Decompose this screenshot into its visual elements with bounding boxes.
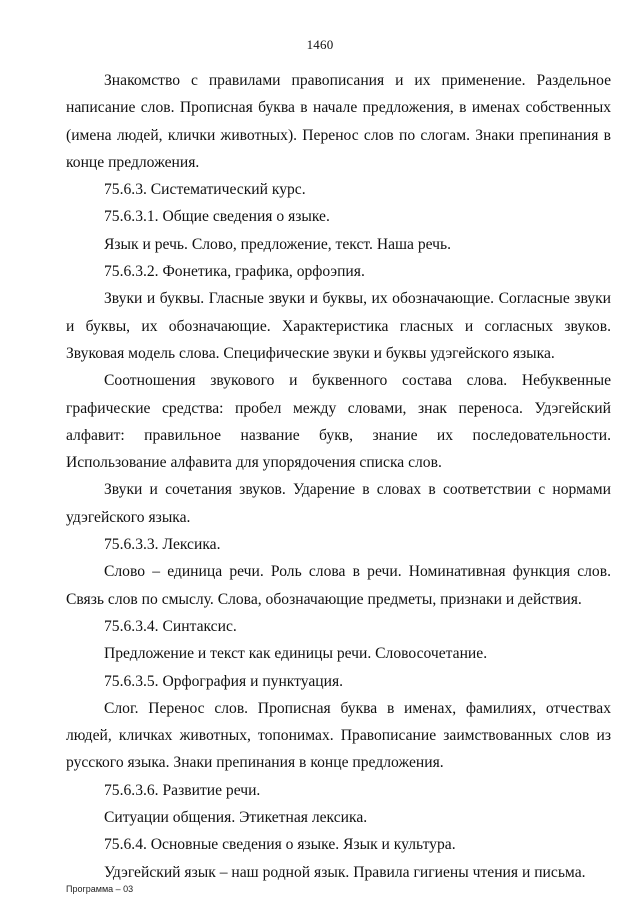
section-heading-speech-development: 75.6.3.6. Развитие речи. [104, 781, 261, 799]
paragraph-syllable: Слог. Перенос слов. Прописная буква в именах, фамилиях, отчествах людей, кличках животных, топонимах. Правописание заимствованных слов из русского языка. Знаки препинания в конце предложения. [66, 699, 611, 772]
paragraph-spelling-intro: Знакомство с правилами правописания и их применение. Раздельное написание слов. Прописная буква в начале предложения, в именах собственных (имена людей, клички животных). Перенос слов по слогам. Знаки препинания в конце предложения. [66, 72, 611, 171]
paragraph-word: Слово – единица речи. Роль слова в речи. Номинативная функция слов. Связь слов по смыслу. Слова, обозначающие предметы, признаки и действия. [66, 563, 611, 608]
paragraph-stress: Звуки и сочетания звуков. Ударение в словах в соответствии с нормами удэгейского языка. [66, 481, 611, 526]
document-body [66, 67, 611, 886]
paragraph-language-speech: Язык и речь. Слово, предложение, текст. Наша речь. [104, 235, 452, 253]
page-footer: Программа – 03 [66, 884, 134, 894]
paragraph-native-language: Удэгейский язык – наш родной язык. Правила гигиены чтения и письма. [104, 863, 586, 881]
section-heading-language-culture: 75.6.4. Основные сведения о языке. Язык и культура. [104, 836, 456, 854]
paragraph-sounds-letters: Звуки и буквы. Гласные звуки и буквы, их обозначающие. Согласные звуки и буквы, их обозначающие. Характеристика гласных и согласных звуков. Звуковая модель слова. Специфические звуки и буквы удэгейского языка. [66, 290, 611, 362]
paragraph-alphabet: Соотношения звукового и буквенного состава слова. Небуквенные графические средства: пробел между словами, знак переноса. Удэгейский алфавит: правильное название букв, знание их последовательности. Использование алфавита для упорядочения списка слов. [66, 372, 611, 472]
section-heading-orthography: 75.6.3.5. Орфография и пунктуация. [104, 672, 344, 690]
section-heading-general-info: 75.6.3.1. Общие сведения о языке. [104, 208, 330, 226]
paragraph-communication: Ситуации общения. Этикетная лексика. [104, 809, 368, 827]
section-heading-phonetics: 75.6.3.2. Фонетика, графика, орфоэпия. [104, 263, 365, 281]
section-heading-lexicon: 75.6.3.3. Лексика. [104, 536, 221, 554]
section-heading-systematic-course: 75.6.3. Систематический курс. [104, 181, 306, 199]
section-heading-syntax: 75.6.3.4. Синтаксис. [104, 617, 237, 635]
page-number: 1460 [306, 37, 334, 52]
paragraph-sentence-text: Предложение и текст как единицы речи. Словосочетание. [104, 645, 488, 663]
